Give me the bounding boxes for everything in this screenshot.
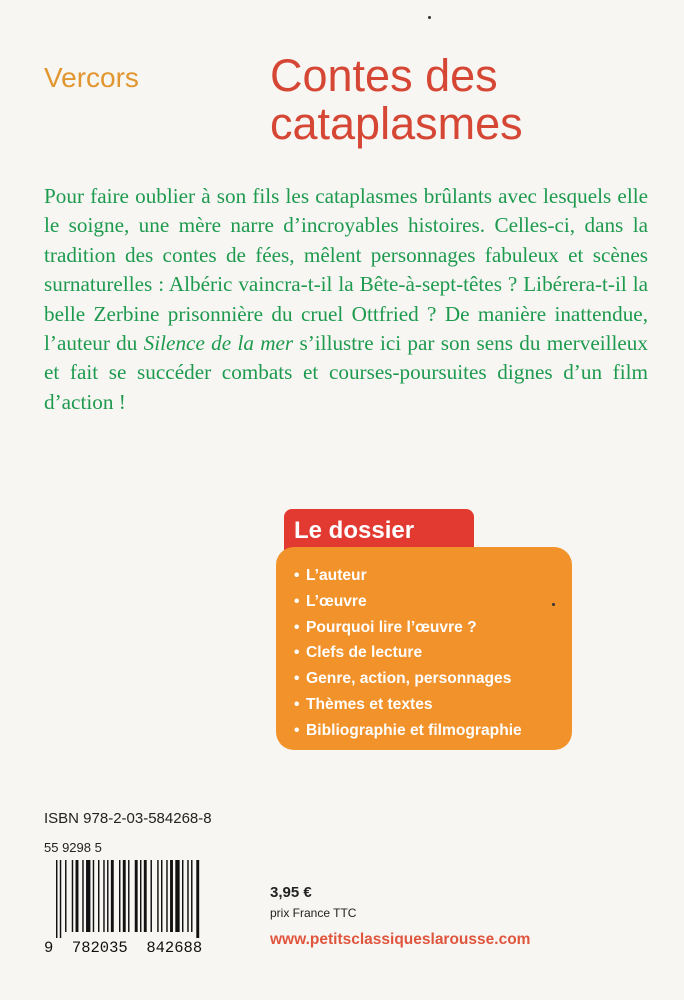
barcode-bar — [72, 860, 73, 932]
price: 3,95 € — [270, 884, 312, 901]
barcode-bar — [82, 860, 83, 932]
barcode-bar — [98, 860, 99, 932]
price-note: prix France TTC — [270, 906, 357, 920]
barcode-bar — [119, 860, 120, 932]
barcode-bar — [76, 860, 79, 932]
barcode-bar — [175, 860, 179, 932]
dossier-item-label: Clefs de lecture — [306, 644, 423, 662]
isbn-label: ISBN 978-2-03-584268-8 — [44, 810, 212, 827]
dossier-item-label: Thèmes et textes — [306, 695, 433, 713]
dossier-item — [294, 589, 572, 615]
blurb-text-1: Pour faire oublier à son fils les cataplasmes brûlants avec lesquels elle le soigne, une mère narre d’incroyables histoires. Celles-ci, dans la tradition des contes de fées, mêlent personnages fabuleux et scènes surnaturelles : Albéric vaincra-t-il la Bête-à-sept-têtes ? Libérera-t-il la belle Zerbine prisonnière du cruel Ottfried ? De manière inattendue, l’auteur du — [44, 184, 648, 356]
barcode-bar — [103, 860, 104, 932]
dossier-item-label: L’auteur — [306, 567, 367, 584]
barcode-bar — [60, 860, 61, 938]
title-line-2: cataplasmes — [270, 98, 523, 149]
bullet-icon: • — [294, 721, 300, 739]
barcode — [44, 860, 228, 956]
barcode-bar — [144, 860, 147, 932]
dossier-item — [294, 615, 572, 641]
book-title — [270, 52, 650, 148]
dossier-item — [294, 692, 572, 718]
barcode-bar — [151, 860, 152, 932]
barcode-bar — [128, 860, 129, 932]
barcode-digits: 9 782035 842688 — [44, 939, 203, 956]
dossier-box — [276, 547, 572, 750]
dossier-item — [294, 640, 572, 666]
bullet-icon: • — [294, 618, 300, 636]
barcode-bar — [107, 860, 108, 932]
dossier-item-label: Bibliographie et filmographie — [306, 721, 522, 739]
speck — [428, 16, 431, 19]
dossier-item-label: Genre, action, personnages — [306, 670, 512, 688]
speck — [552, 603, 555, 606]
barcode-bar — [140, 860, 141, 932]
barcode-bar — [170, 860, 173, 932]
barcode-bar — [86, 860, 90, 932]
dossier-item — [294, 718, 572, 744]
bullet-icon: • — [294, 592, 300, 610]
dossier-item-label: L’œuvre — [306, 592, 367, 610]
title-line-1: Contes des — [270, 50, 498, 101]
barcode-bar — [135, 860, 138, 932]
barcode-bar — [166, 860, 167, 932]
barcode-bar — [187, 860, 188, 932]
book-blurb — [44, 182, 648, 417]
barcode-bar — [191, 860, 192, 932]
barcode-bar — [56, 860, 57, 938]
blurb-italic-title: Silence de la mer — [143, 331, 294, 356]
barcode-bar — [161, 860, 162, 932]
barcode-bar — [182, 860, 183, 932]
barcode-bar — [93, 860, 94, 932]
dossier-item — [294, 666, 572, 692]
barcode-bar — [123, 860, 126, 932]
blurb-text-2: s’illustre ici par son sens du merveilleux et fait se succéder combats et courses-poursuites dignes d’un film d’action ! — [44, 331, 648, 414]
author-name: Vercors — [44, 62, 139, 93]
barcode-bar — [196, 860, 199, 938]
bullet-icon: • — [294, 695, 300, 713]
website-link[interactable]: www.petitsclassiqueslarousse.com — [270, 931, 531, 948]
dossier-item-label: Pourquoi lire l’œuvre ? — [306, 618, 477, 636]
barcode-bar — [157, 860, 158, 932]
bullet-icon: • — [294, 670, 300, 688]
barcode-bar — [111, 860, 114, 932]
product-code: 55 9298 5 — [44, 840, 102, 855]
dossier-item — [294, 563, 572, 589]
bullet-icon: • — [294, 567, 300, 584]
bullet-icon: • — [294, 644, 300, 662]
dossier-heading: Le dossier — [284, 509, 474, 551]
barcode-bar — [65, 860, 66, 932]
